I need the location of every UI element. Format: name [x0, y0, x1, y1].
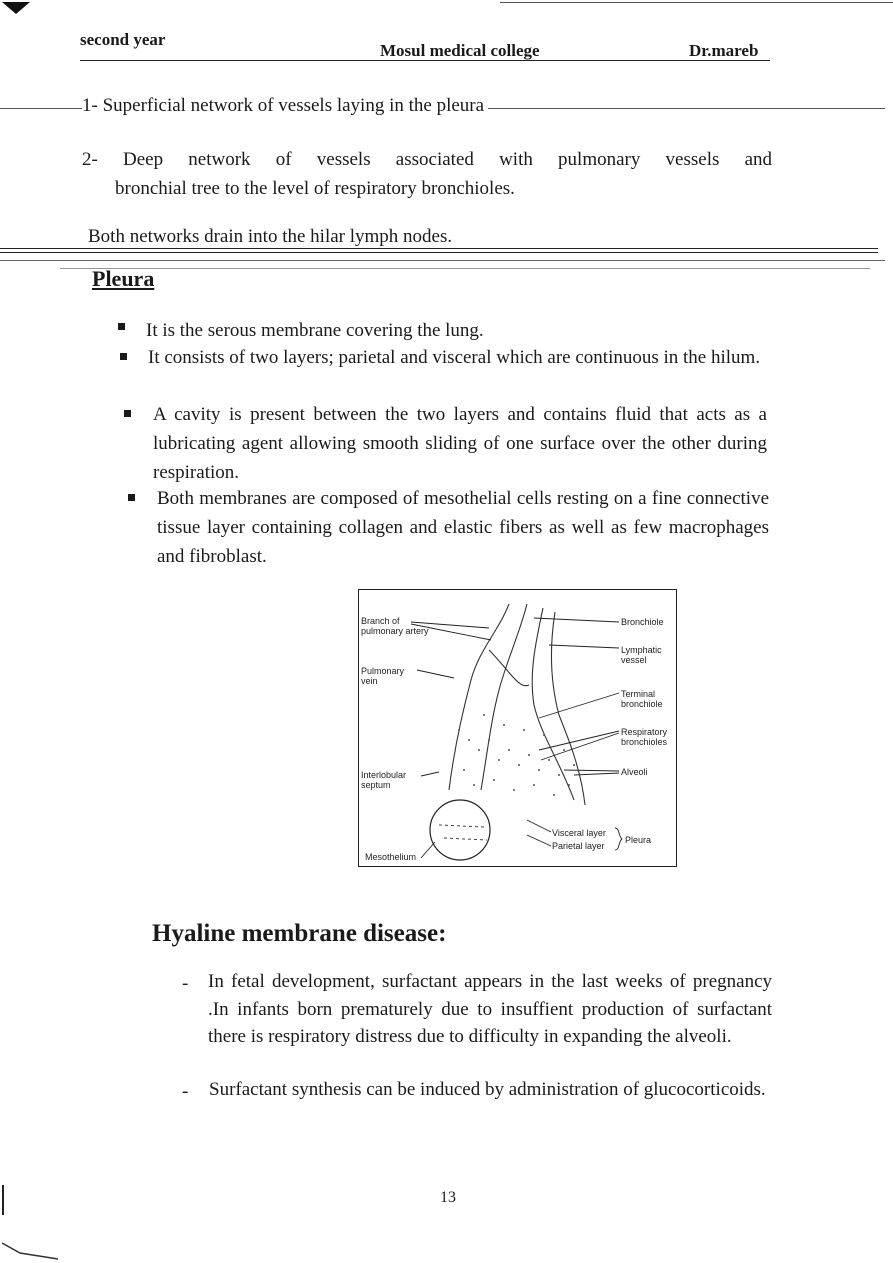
label-pleura: Pleura	[625, 835, 652, 845]
header-author: Dr.mareb	[689, 41, 759, 60]
hyaline-heading: Hyaline membrane disease:	[152, 920, 447, 947]
label-branch-pulmonary-artery: Branch of pulmonary artery	[361, 616, 429, 636]
pleura-bullet-4: Both membranes are composed of mesothelial cells resting on a fine connective tissue layer containing collagen and elastic fibers as well as few macrophages and fibroblast.	[157, 488, 769, 567]
label-pulmonary-vein: Pulmonary vein	[361, 666, 405, 686]
header-year: second year	[80, 30, 166, 49]
pleura-bullet-1: It is the serous membrane covering the lung.	[146, 320, 484, 341]
lymph-both-networks: Both networks drain into the hilar lymph nodes.	[88, 226, 453, 247]
section-divider-1	[0, 248, 878, 249]
label-alveoli: Alveoli	[621, 767, 648, 777]
section-divider-2	[0, 252, 878, 253]
bullet-marker	[120, 353, 127, 360]
label-parietal-layer: Parietal layer	[552, 841, 605, 851]
hyaline-item-2: Surfactant synthesis can be induced by administration of glucocorticoids.	[209, 1079, 766, 1100]
pleura-bullet-2: It consists of two layers; parietal and visceral which are continuous in the hilum.	[148, 347, 761, 368]
label-respiratory-bronchioles: Respiratory bronchioles	[621, 727, 668, 747]
bullet-marker	[128, 494, 135, 501]
header-college: Mosul medical college	[380, 41, 540, 60]
lymph-item-2-line-2: bronchial tree to the level of respiratory bronchioles.	[115, 178, 515, 199]
bullet-marker	[118, 323, 125, 330]
lung-diagram-figure	[358, 589, 677, 867]
dash-marker: -	[182, 1081, 189, 1102]
label-mesothelium: Mesothelium	[365, 852, 417, 862]
corner-triangle-icon	[0, 0, 40, 20]
top-edge-line	[500, 2, 893, 3]
section-divider-4	[60, 268, 870, 269]
lymph-item-1: 1- Superficial network of vessels laying in the pleura	[82, 91, 488, 120]
label-interlobular-septum: Interlobular septum	[361, 770, 407, 790]
bullet-marker	[124, 410, 131, 417]
label-lymphatic-vessel: Lymphatic vessel	[621, 645, 662, 665]
page-number: 13	[440, 1189, 456, 1206]
hyaline-item-1: In fetal development, surfactant appears in the last weeks of pregnancy .In infants born prematurely due to insuffient production of surfactant there is respiratory distress due to difficulty in expanding the alveoli.	[208, 971, 772, 1047]
lymph-item-2-line-1: 2- Deep network of vessels associated with pulmonary vessels and	[82, 149, 772, 170]
pleura-bullet-3: A cavity is present between the two layers and contains fluid that acts as a lubricating agent allowing smooth sliding of one surface over the other during respiration.	[153, 404, 767, 483]
scan-mark-left	[0, 1185, 60, 1263]
dash-marker: -	[182, 973, 189, 994]
label-bronchiole: Bronchiole	[621, 617, 664, 627]
header-underline	[80, 60, 770, 61]
pleura-heading: Pleura	[92, 266, 155, 291]
section-divider-3	[0, 260, 885, 261]
label-terminal-bronchiole: Terminal bronchiole	[621, 689, 663, 709]
label-visceral-layer: Visceral layer	[552, 828, 606, 838]
